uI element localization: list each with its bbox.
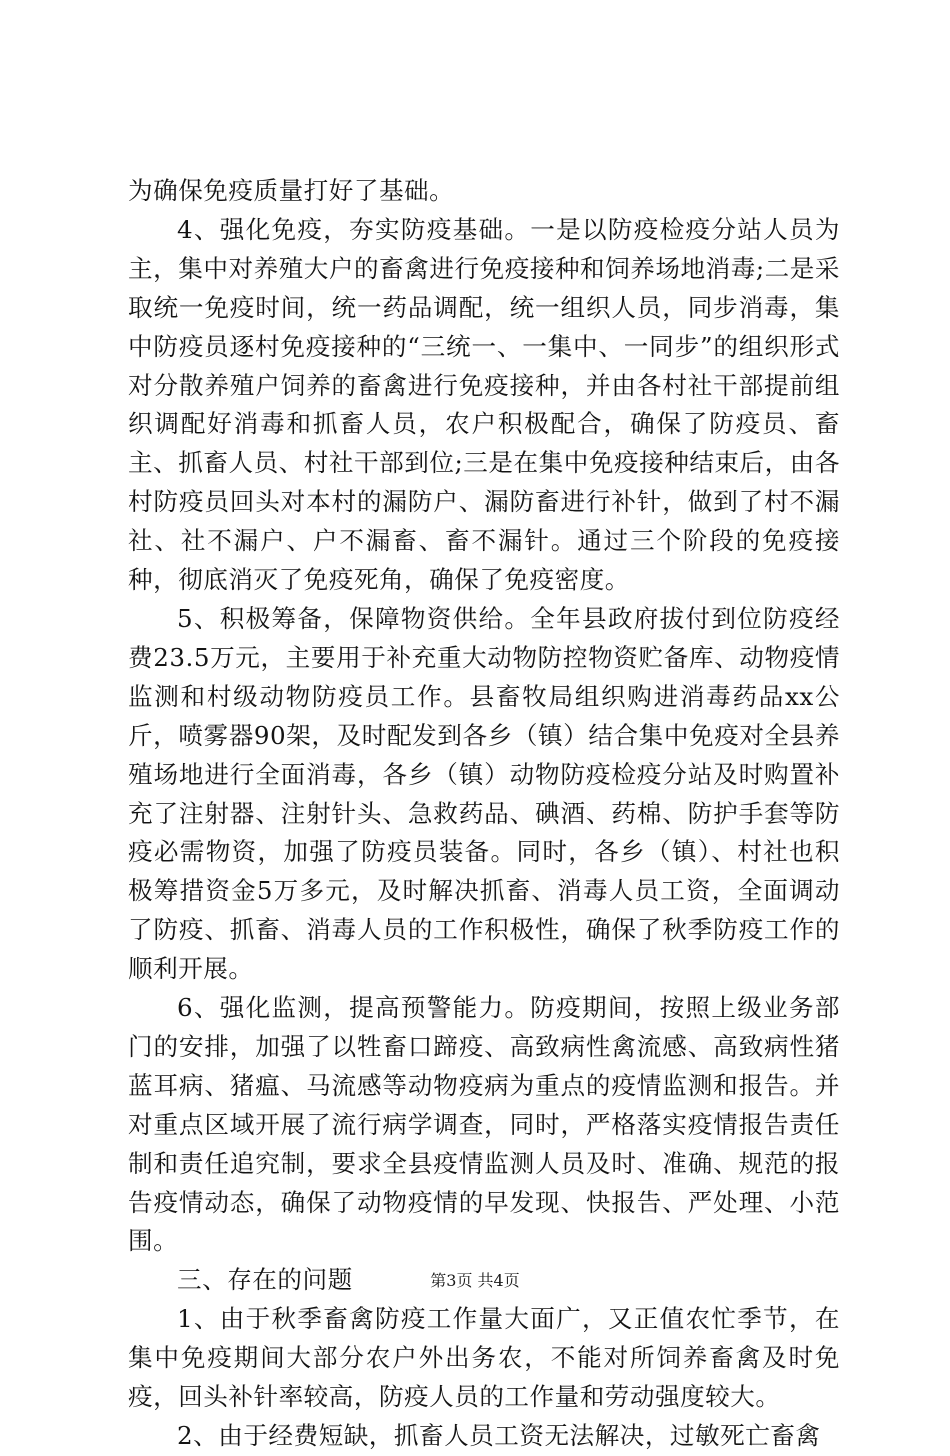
paragraph-item-6: 6、强化监测，提高预警能力。防疫期间，按照上级业务部门的安排，加强了以牲畜口蹄疫、高致病性禽流感、高致病性猪蓝耳病、猪瘟、马流感等动物疫病为重点的疫情监测和报告。并对重点区域开展了流行病学调查，同时，严格落实疫情报告责任制和责任追究制，要求全县疫情监测人员及时、准确、规范的报告疫情动态，确保了动物疫情的早发现、快报告、严处理、小范围。	[128, 993, 840, 1256]
page-footer: 第3页 共4页	[430, 1271, 520, 1290]
paragraph-item-5: 5、积极筹备，保障物资供给。全年县政府拔付到位防疫经费23.5万元，主要用于补充重大动物防控物资贮备库、动物疫情监测和村级动物防疫员工作。县畜牧局组织购进消毒药品xx公斤，喷雾器90架，及时配发到各乡（镇）结合集中免疫对全县养殖场地进行全面消毒，各乡（镇）动物防疫检疫分站及时购置补充了注射器、注射针头、急救药品、碘酒、药棉、防护手套等防疫必需物资，加强了防疫员装备。同时，各乡（镇）、村社也积极筹措资金5万多元，及时解决抓畜、消毒人员工资，全面调动了防疫、抓畜、消毒人员的工作积极性，确保了秋季防疫工作的顺利开展。	[128, 603, 840, 984]
section-heading: 三、存在的问题	[177, 1265, 353, 1295]
document-body	[128, 172, 840, 1456]
paragraph-item-4: 4、强化免疫，夯实防疫基础。一是以防疫检疫分站人员为主，集中对养殖大户的畜禽进行免疫接种和饲养场地消毒;二是采取统一免疫时间，统一药品调配，统一组织人员，同步消毒，集中防疫员逐村免疫接种的“三统一、一集中、一同步”的组织形式对分散养殖户饲养的畜禽进行免疫接种，并由各村社干部提前组织调配好消毒和抓畜人员，农户积极配合，确保了防疫员、畜主、抓畜人员、村社干部到位;三是在集中免疫接种结束后，由各村防疫员回头对本村的漏防户、漏防畜进行补针，做到了村不漏社、社不漏户、户不漏畜、畜不漏针。通过三个阶段的免疫接种，彻底消灭了免疫死角，确保了免疫密度。	[128, 214, 840, 595]
paragraph-problem-2: 2、由于经费短缺，抓畜人员工资无法解决，过敏死亡畜禽	[177, 1421, 821, 1450]
paragraph-problem-1: 1、由于秋季畜禽防疫工作量大面广，又正值农忙季节，在集中免疫期间大部分农户外出务农，不能对所饲养畜禽及时免疫，回头补针率较高，防疫人员的工作量和劳动强度较大。	[128, 1304, 840, 1412]
paragraph-continuation: 为确保免疫质量打好了基础。	[128, 176, 455, 205]
